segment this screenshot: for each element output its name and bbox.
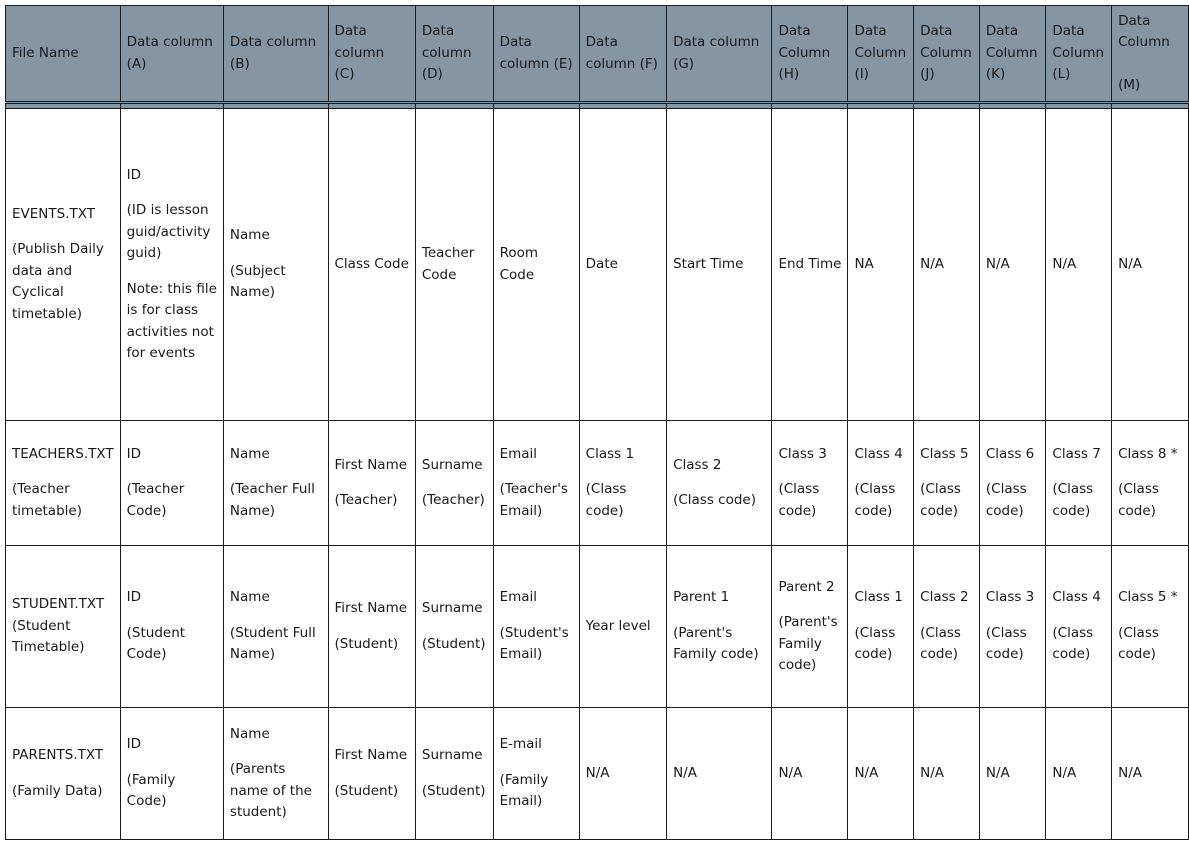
header-text: column <box>421 44 472 61</box>
file-spec-table-container <box>5 5 1189 840</box>
cell-parents-j <box>914 708 980 840</box>
cell-text: First Name <box>334 600 408 616</box>
cell-text: (Class <box>985 481 1027 498</box>
cell-teachers-e <box>493 421 579 546</box>
cell-text: code) <box>585 502 624 519</box>
cell-text: guid/activity <box>126 223 211 240</box>
cell-text: PARENTS.TXT <box>12 747 104 763</box>
header-text: Column <box>778 44 831 61</box>
cell-text: (Student <box>126 624 186 641</box>
cell-parents-c <box>328 708 415 840</box>
header-text: Data <box>499 34 532 50</box>
cell-student-e <box>493 546 579 708</box>
cell-student-g <box>667 546 772 708</box>
header-text: Data <box>334 23 367 40</box>
cell-text: Timetable) <box>12 639 85 656</box>
cell-teachers-k <box>979 421 1046 546</box>
cell-text: End Time <box>778 255 842 272</box>
header-j <box>914 6 980 103</box>
cell-parents-f <box>579 708 666 840</box>
cell-text: Note: this file <box>126 280 217 297</box>
cell-text: for events <box>126 345 195 361</box>
header-h <box>772 6 848 103</box>
cell-teachers-f <box>579 421 666 546</box>
cell-text: (Family Data) <box>12 782 103 799</box>
cell-text: Parent 2 <box>778 578 835 595</box>
cell-events-j <box>914 109 980 421</box>
header-text: Data column <box>229 34 317 50</box>
cell-text: (Teacher's <box>499 481 568 498</box>
header-text: Data <box>985 23 1019 40</box>
cell-text: (Class <box>1118 481 1159 498</box>
cell-student-h <box>772 546 848 708</box>
cell-text: (Class <box>1052 481 1094 498</box>
cell-text: N/A <box>985 255 1010 272</box>
cell-student-file-name <box>6 546 121 708</box>
header-text: column (F) <box>585 55 658 72</box>
cell-text: Class 1 <box>585 445 635 462</box>
header-b <box>223 6 328 103</box>
header-d <box>415 6 493 103</box>
header-text: Column <box>854 44 907 61</box>
cell-text: (Parent's <box>778 614 838 630</box>
cell-text: (Class <box>1052 624 1094 641</box>
cell-text: Class 6 <box>985 445 1035 462</box>
cell-text: (Family <box>499 771 549 788</box>
cell-student-c <box>328 546 415 708</box>
header-a <box>120 6 223 103</box>
cell-text: Cyclical <box>12 284 64 301</box>
cell-text: code) <box>1118 502 1156 519</box>
cell-text: N/A <box>920 255 945 272</box>
cell-student-i <box>848 546 914 708</box>
cell-text: N/A <box>673 764 697 781</box>
cell-student-f <box>579 546 666 708</box>
cell-text: N/A <box>985 764 1010 781</box>
cell-text: (Student Full <box>229 624 316 641</box>
cell-text: timetable) <box>12 305 82 322</box>
cell-text: First Name <box>334 456 408 473</box>
cell-events-file-name <box>6 109 121 421</box>
cell-text: Family code) <box>673 646 759 663</box>
header-text: Data <box>421 23 455 40</box>
header-text <box>1118 54 1182 76</box>
header-text: Data <box>1052 23 1085 40</box>
cell-text: code) <box>778 502 817 519</box>
cell-text: N/A <box>585 764 610 781</box>
cell-text: Name <box>229 725 270 742</box>
cell-parents-file-name <box>6 708 121 840</box>
cell-text: timetable) <box>12 502 82 519</box>
cell-text: (Class <box>854 481 896 498</box>
cell-text: N/A <box>1118 764 1142 781</box>
cell-text: Email <box>499 589 538 606</box>
cell-parents-m <box>1112 708 1189 840</box>
cell-text: (Class code) <box>673 492 756 508</box>
header-text: Column <box>985 44 1038 61</box>
cell-text: Email) <box>499 646 543 663</box>
cell-events-i <box>848 109 914 421</box>
cell-events-d <box>415 109 493 421</box>
cell-teachers-c <box>328 421 415 546</box>
cell-text: (Student) <box>334 782 399 799</box>
header-f <box>579 6 666 103</box>
cell-events-c <box>328 109 415 421</box>
cell-text: student) <box>229 804 287 820</box>
cell-text: code) <box>985 646 1024 663</box>
cell-events-e <box>493 109 579 421</box>
cell-text: Name <box>229 227 270 244</box>
cell-text: code) <box>854 646 893 663</box>
cell-parents-l <box>1046 708 1112 840</box>
cell-text: N/A <box>920 764 945 781</box>
cell-text: Class 2 <box>673 456 722 473</box>
header-text: (L) <box>1052 66 1071 83</box>
row-teachers <box>6 421 1189 546</box>
header-l <box>1046 6 1112 103</box>
header-text: (H) <box>778 66 800 83</box>
cell-parents-h <box>772 708 848 840</box>
cell-text: (Class <box>778 481 820 498</box>
cell-text: (ID is lesson <box>126 202 209 218</box>
cell-text: (Class <box>920 481 961 498</box>
cell-text: (Publish Daily <box>12 241 104 258</box>
cell-parents-k <box>979 708 1046 840</box>
cell-text: (Student's <box>499 624 569 641</box>
cell-events-f <box>579 109 666 421</box>
cell-events-l <box>1046 109 1112 421</box>
cell-text: (Parent's <box>673 624 733 641</box>
cell-text: code) <box>985 502 1024 519</box>
cell-text: Name) <box>229 502 276 519</box>
cell-student-b <box>223 546 328 708</box>
cell-student-l <box>1046 546 1112 708</box>
cell-teachers-file-name <box>6 421 121 546</box>
header-text: Column <box>920 44 972 61</box>
cell-student-d <box>415 546 493 708</box>
cell-text: (Student) <box>421 635 486 652</box>
cell-student-a <box>120 546 223 708</box>
cell-teachers-l <box>1046 421 1112 546</box>
cell-text: is for class <box>126 302 199 318</box>
header-e <box>493 6 579 103</box>
cell-text: Class 4 <box>854 445 903 462</box>
cell-text: (Teacher <box>126 481 185 498</box>
cell-text: code) <box>854 502 893 519</box>
header-row <box>6 6 1189 103</box>
cell-text: Start Time <box>673 255 744 272</box>
cell-text: (Subject <box>229 262 286 279</box>
cell-teachers-j <box>914 421 980 546</box>
cell-text: Code) <box>126 793 167 810</box>
cell-teachers-i <box>848 421 914 546</box>
header-text: Data column <box>126 34 213 50</box>
header-text: column <box>334 44 385 61</box>
cell-text: Code <box>421 266 457 283</box>
cell-events-a <box>120 109 223 421</box>
cell-teachers-g <box>667 421 772 546</box>
cell-text: Email) <box>499 502 543 519</box>
cell-text: (Class <box>1118 624 1159 641</box>
cell-parents-g <box>667 708 772 840</box>
cell-text: Parent 1 <box>673 589 730 606</box>
cell-text: Code) <box>126 502 167 519</box>
header-text: Data <box>854 23 887 40</box>
cell-text: ID <box>126 736 142 753</box>
cell-text: code) <box>920 646 958 663</box>
header-file-name <box>6 6 121 103</box>
header-text: column (E) <box>499 55 573 72</box>
cell-text: Class 4 <box>1052 589 1101 606</box>
cell-text: code) <box>1052 646 1091 663</box>
row-student <box>6 546 1189 708</box>
cell-text: (Student <box>12 617 71 634</box>
cell-teachers-a <box>120 421 223 546</box>
cell-events-b <box>223 109 328 421</box>
cell-text: activities not <box>126 323 214 340</box>
cell-text: guid) <box>126 245 162 261</box>
cell-text: EVENTS.TXT <box>12 205 96 222</box>
cell-text: (Parents <box>229 761 286 777</box>
header-text: (A) <box>126 55 147 72</box>
cell-text: (Teacher <box>12 481 70 498</box>
cell-text: Class 8 * <box>1118 445 1178 462</box>
header-c <box>328 6 415 103</box>
cell-parents-i <box>848 708 914 840</box>
cell-student-j <box>914 546 980 708</box>
cell-text: Email <box>499 445 538 462</box>
cell-text: N/A <box>778 764 803 781</box>
file-spec-table <box>5 5 1189 840</box>
cell-text: (Family <box>126 771 176 788</box>
header-text: (J) <box>920 66 935 83</box>
cell-text: name of the <box>229 782 312 799</box>
cell-text: N/A <box>1118 255 1142 272</box>
cell-text: E-mail <box>499 736 542 753</box>
cell-text: data and <box>12 262 73 279</box>
cell-parents-b <box>223 708 328 840</box>
cell-text: N/A <box>1052 764 1077 781</box>
cell-text: Name) <box>229 646 276 663</box>
header-text: (B) <box>229 55 250 72</box>
header-text: Data <box>778 23 811 40</box>
header-text: File Name <box>12 44 79 61</box>
cell-text: Name) <box>229 284 276 301</box>
cell-text: Class Code <box>334 255 409 272</box>
cell-student-k <box>979 546 1046 708</box>
table-body <box>6 109 1189 840</box>
cell-text: (Class <box>920 624 961 641</box>
cell-events-k <box>979 109 1046 421</box>
cell-text: Room <box>499 245 539 261</box>
cell-text: (Class <box>854 624 896 641</box>
cell-text: Code) <box>126 646 167 663</box>
cell-text: N/A <box>1052 255 1077 272</box>
cell-text: Code <box>499 266 535 283</box>
cell-teachers-b <box>223 421 328 546</box>
cell-text: Class 3 <box>778 445 827 462</box>
header-text: (C) <box>334 66 355 83</box>
cell-text: (Student) <box>334 635 399 652</box>
header-text: Data <box>920 23 953 40</box>
cell-text: Class 3 <box>985 589 1035 606</box>
header-i <box>848 6 914 103</box>
cell-text: Name <box>229 589 270 606</box>
cell-parents-e <box>493 708 579 840</box>
header-text: Column <box>1052 44 1105 61</box>
cell-text: Teacher <box>421 245 475 261</box>
cell-text: (Teacher) <box>421 492 485 508</box>
cell-text: Class 5 * <box>1118 589 1178 606</box>
table-header <box>6 6 1189 109</box>
cell-text: code) <box>778 657 817 673</box>
cell-text: Email) <box>499 793 543 810</box>
cell-text: (Student) <box>421 782 486 799</box>
cell-text: (Class <box>985 624 1027 641</box>
cell-text: code) <box>1052 502 1091 519</box>
cell-text: ID <box>126 166 142 183</box>
cell-text: Name <box>229 445 270 462</box>
row-events <box>6 109 1189 421</box>
cell-text: NA <box>854 255 874 272</box>
cell-text: (Teacher Full <box>229 481 315 498</box>
cell-text: STUDENT.TXT <box>12 596 105 613</box>
cell-teachers-h <box>772 421 848 546</box>
cell-teachers-m <box>1112 421 1189 546</box>
cell-teachers-d <box>415 421 493 546</box>
cell-events-m <box>1112 109 1189 421</box>
cell-text: ID <box>126 445 142 462</box>
header-k <box>979 6 1046 103</box>
cell-events-g <box>667 109 772 421</box>
cell-text: (Class <box>585 481 627 498</box>
cell-text: code) <box>1118 646 1156 663</box>
cell-text: Date <box>585 255 618 272</box>
cell-text: code) <box>920 502 958 519</box>
cell-text: TEACHERS.TXT <box>12 445 114 462</box>
header-text: Data <box>585 34 618 50</box>
header-text: (K) <box>985 66 1006 83</box>
cell-text: ID <box>126 589 142 606</box>
cell-text: Class 1 <box>854 589 903 606</box>
header-g <box>667 6 772 103</box>
cell-text: Class 7 <box>1052 445 1101 462</box>
header-text: Data column <box>673 34 760 50</box>
cell-text: Class 2 <box>920 589 969 606</box>
cell-text: Surname <box>421 456 483 473</box>
cell-text: Class 5 <box>920 445 969 462</box>
header-text: Column <box>1118 34 1170 50</box>
header-text: (G) <box>673 55 695 72</box>
cell-student-m <box>1112 546 1189 708</box>
cell-text: (Teacher) <box>334 492 398 508</box>
header-text: (D) <box>421 66 443 83</box>
cell-text: Year level <box>585 617 651 634</box>
header-text: Data <box>1118 12 1151 29</box>
cell-events-h <box>772 109 848 421</box>
header-m <box>1112 6 1189 103</box>
cell-parents-d <box>415 708 493 840</box>
row-parents <box>6 708 1189 840</box>
cell-text: First Name <box>334 747 408 763</box>
header-text: (M) <box>1118 77 1141 93</box>
cell-text: Family <box>778 635 822 652</box>
cell-text: Surname <box>421 600 483 616</box>
cell-text: Surname <box>421 747 483 763</box>
header-text: (I) <box>854 66 869 83</box>
cell-parents-a <box>120 708 223 840</box>
cell-text: N/A <box>854 764 879 781</box>
